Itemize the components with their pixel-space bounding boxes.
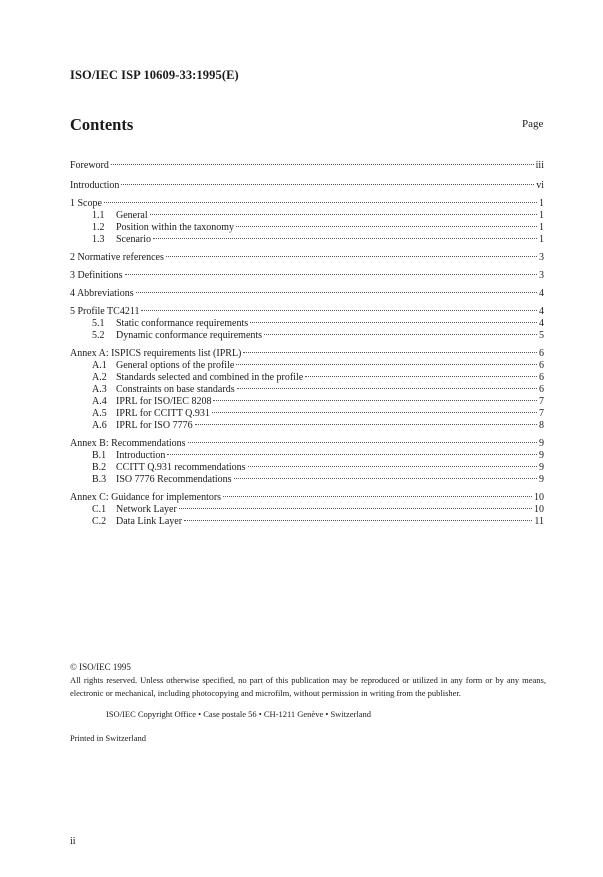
- toc-entry-page: 9: [539, 438, 544, 449]
- printed-in: Printed in Switzerland: [70, 733, 147, 743]
- toc-entry-page: 1: [539, 210, 544, 221]
- toc-entry-page: 1: [539, 222, 544, 233]
- toc-entry[interactable]: [92, 384, 544, 396]
- dot-leader: [243, 352, 537, 353]
- toc-entry-page: 6: [539, 372, 544, 383]
- dot-leader: [248, 466, 537, 467]
- toc-entry-label: ISO 7776 Recommendations: [116, 474, 232, 485]
- toc-entry[interactable]: [92, 462, 544, 474]
- toc-entry[interactable]: [92, 504, 544, 516]
- toc-entry-label: Network Layer: [116, 504, 177, 515]
- toc-entry-label: 2 Normative references: [70, 252, 164, 263]
- copyright-office-address: ISO/IEC Copyright Office • Case postale 56 • CH-1211 Genève • Switzerland: [106, 709, 372, 719]
- toc-entry-label: Foreword: [70, 160, 109, 171]
- toc-entry-number: 1.2: [92, 222, 105, 233]
- toc-entry[interactable]: [92, 360, 544, 372]
- toc-entry-page: 10: [534, 492, 544, 503]
- toc-entry-label: Position within the taxonomy: [116, 222, 235, 233]
- toc-entry-label: Data Link Layer: [116, 516, 183, 527]
- dot-leader: [121, 184, 534, 185]
- dot-leader: [237, 388, 537, 389]
- dot-leader: [234, 478, 537, 479]
- toc-entry-page: 1: [539, 234, 544, 245]
- dot-leader: [236, 364, 537, 365]
- page-number: ii: [70, 836, 76, 847]
- toc-entry[interactable]: [92, 222, 544, 234]
- toc-entry[interactable]: [92, 210, 544, 222]
- toc-entry-label: Annex A: ISPICS requirements list (IPRL): [70, 348, 242, 359]
- toc-entry-page: 1: [539, 198, 544, 209]
- toc-entry[interactable]: [92, 474, 544, 486]
- toc-entry-page: 6: [539, 360, 544, 371]
- dot-leader: [195, 424, 537, 425]
- document-id: ISO/IEC ISP 10609-33:1995(E): [70, 68, 239, 82]
- toc-entry[interactable]: [92, 234, 544, 246]
- toc-entry-page: 4: [539, 288, 544, 299]
- toc-entry-label: Constraints on base standards: [116, 384, 235, 395]
- toc-entry[interactable]: [70, 306, 544, 318]
- toc-entry-page: 3: [539, 252, 544, 263]
- toc-entry-page: 8: [539, 420, 544, 431]
- dot-leader: [179, 508, 532, 509]
- dot-leader: [150, 214, 537, 215]
- toc-entry-number: 1.1: [92, 210, 105, 221]
- toc-entry[interactable]: [70, 288, 544, 300]
- toc-entry-label: General: [116, 210, 148, 221]
- toc-entry-page: 9: [539, 462, 544, 473]
- toc-entry-page: 3: [539, 270, 544, 281]
- toc-entry-number: A.4: [92, 396, 107, 407]
- toc-entry-number: A.3: [92, 384, 107, 395]
- toc-entry-label: 4 Abbreviations: [70, 288, 134, 299]
- toc-entry-label: IPRL for CCITT Q.931: [116, 408, 210, 419]
- toc-entry-number: C.2: [92, 516, 107, 527]
- toc-entry-page: 6: [539, 384, 544, 395]
- copyright-notice: © ISO/IEC 1995: [70, 662, 131, 672]
- toc-entry[interactable]: [92, 408, 544, 420]
- toc-entry[interactable]: [70, 160, 544, 172]
- toc-entry-label: IPRL for ISO/IEC 8208: [116, 396, 212, 407]
- dot-leader: [250, 322, 537, 323]
- toc-entry-label: Introduction: [116, 450, 166, 461]
- toc-entry-page: 9: [539, 474, 544, 485]
- toc-entry[interactable]: [92, 318, 544, 330]
- toc-entry[interactable]: [92, 420, 544, 432]
- dot-leader: [141, 310, 537, 311]
- page-column-heading: Page: [522, 118, 544, 130]
- toc-entry-label: Introduction: [70, 180, 120, 191]
- toc-entry-page: 7: [539, 408, 544, 419]
- toc-entry-number: A.1: [92, 360, 107, 371]
- toc-entry-label: CCITT Q.931 recommendations: [116, 462, 246, 473]
- toc-entry-label: General options of the profile: [116, 360, 235, 371]
- toc-entry-page: 6: [539, 348, 544, 359]
- toc-entry-page: 4: [539, 318, 544, 329]
- contents-heading: Contents: [70, 115, 134, 134]
- toc-entry-page: 5: [539, 330, 544, 341]
- toc-entry-page: 10: [534, 504, 544, 515]
- toc-entry-number: A.5: [92, 408, 107, 419]
- dot-leader: [264, 334, 537, 335]
- toc-entry-label: Standards selected and combined in the profile: [116, 372, 304, 383]
- toc-entry[interactable]: [92, 372, 544, 384]
- dot-leader: [153, 238, 537, 239]
- toc-entry-number: A.2: [92, 372, 107, 383]
- toc-entry[interactable]: [92, 330, 544, 342]
- dot-leader: [166, 256, 537, 257]
- toc-entry-label: Annex B: Recommendations: [70, 438, 186, 449]
- toc-entry-label: 1 Scope: [70, 198, 102, 209]
- toc-entry-page: vi: [536, 180, 544, 191]
- toc-entry-page: 7: [539, 396, 544, 407]
- toc-entry[interactable]: [70, 492, 544, 504]
- rights-statement: All rights reserved. Unless otherwise specified, no part of this publication may be reproduced or utilized in any form or by any means, electronic or mechanical, including photocopying and microfilm, without permission in writing from the publisher.: [70, 675, 546, 698]
- dot-leader: [223, 496, 532, 497]
- toc-entry-number: B.3: [92, 474, 107, 485]
- toc-entry-label: Dynamic conformance requirements: [116, 330, 263, 341]
- toc-entry-number: B.2: [92, 462, 107, 473]
- toc-entry[interactable]: [70, 198, 544, 210]
- toc-entry-label: Static conformance requirements: [116, 318, 249, 329]
- toc-entry-number: 5.2: [92, 330, 105, 341]
- toc-entry[interactable]: [92, 516, 544, 528]
- toc-entry-number: 5.1: [92, 318, 105, 329]
- toc-entry-number: A.6: [92, 420, 107, 431]
- dot-leader: [184, 520, 532, 521]
- toc-entry-number: B.1: [92, 450, 107, 461]
- dot-leader: [104, 202, 537, 203]
- dot-leader: [125, 274, 538, 275]
- dot-leader: [305, 376, 537, 377]
- toc-entry-label: IPRL for ISO 7776: [116, 420, 193, 431]
- toc-entry[interactable]: [92, 396, 544, 408]
- toc-entry-number: C.1: [92, 504, 107, 515]
- dot-leader: [213, 400, 537, 401]
- toc-entry[interactable]: [70, 438, 544, 450]
- dot-leader: [212, 412, 537, 413]
- toc-entry-label: Annex C: Guidance for implementors: [70, 492, 222, 503]
- toc-entry-label: 3 Definitions: [70, 270, 123, 281]
- toc-entry[interactable]: [70, 270, 544, 282]
- toc-entry-label: 5 Profile TC4211: [70, 306, 140, 317]
- toc-entry-page: 4: [539, 306, 544, 317]
- toc-entry-page: 9: [539, 450, 544, 461]
- toc-entry-page: 11: [534, 516, 544, 527]
- toc-entry-number: 1.3: [92, 234, 105, 245]
- dot-leader: [236, 226, 537, 227]
- dot-leader: [167, 454, 537, 455]
- toc-entry-page: iii: [535, 160, 544, 171]
- toc-entry[interactable]: [92, 450, 544, 462]
- dot-leader: [188, 442, 537, 443]
- dot-leader: [111, 164, 534, 165]
- toc-entry[interactable]: [70, 180, 544, 192]
- toc-entry[interactable]: [70, 252, 544, 264]
- toc-entry-label: Scenario: [116, 234, 151, 245]
- dot-leader: [136, 292, 537, 293]
- toc-entry[interactable]: [70, 348, 544, 360]
